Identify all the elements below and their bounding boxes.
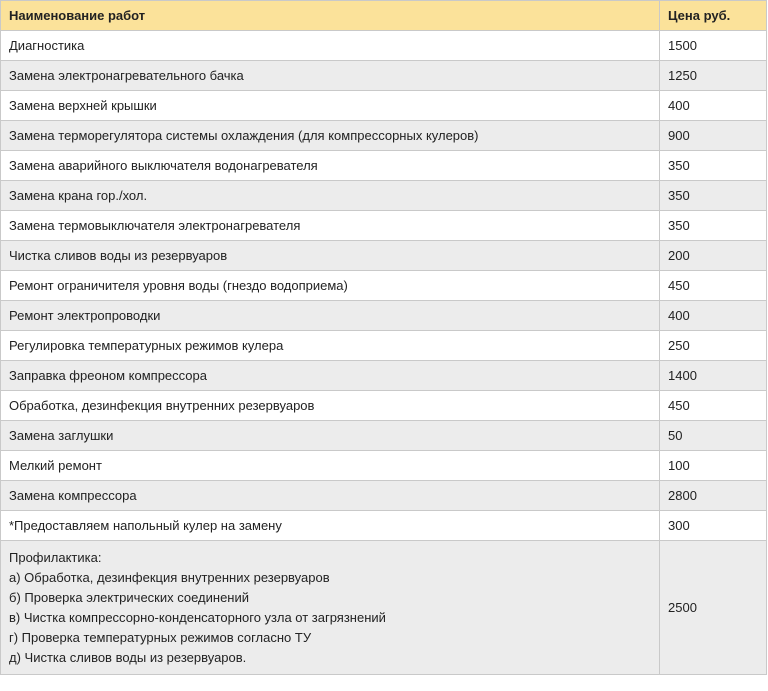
service-price-cell: 450 <box>660 271 767 301</box>
maintenance-description-cell <box>1 541 660 675</box>
table-body <box>1 31 767 675</box>
service-price-cell: 350 <box>660 211 767 241</box>
table-row <box>1 271 767 301</box>
service-price-cell: 100 <box>660 451 767 481</box>
service-name-cell: Ремонт электропроводки <box>1 301 660 331</box>
maintenance-line: Профилактика: <box>9 550 102 565</box>
table-row <box>1 451 767 481</box>
service-price-cell: 1250 <box>660 61 767 91</box>
maintenance-price-cell: 2500 <box>660 541 767 675</box>
maintenance-line: а) Обработка, дезинфекция внутренних резервуаров <box>9 570 330 585</box>
service-name-cell: Мелкий ремонт <box>1 451 660 481</box>
table-row <box>1 241 767 271</box>
service-price-cell: 1400 <box>660 361 767 391</box>
service-name-cell: Ремонт ограничителя уровня воды (гнездо водоприема) <box>1 271 660 301</box>
table-row <box>1 31 767 61</box>
service-price-cell: 400 <box>660 301 767 331</box>
maintenance-line: г) Проверка температурных режимов согласно ТУ <box>9 630 312 645</box>
table-row <box>1 211 767 241</box>
service-name-cell: Замена термовыключателя электронагревателя <box>1 211 660 241</box>
table-row <box>1 421 767 451</box>
service-name-cell: Замена крана гор./хол. <box>1 181 660 211</box>
table-row <box>1 151 767 181</box>
table-row <box>1 121 767 151</box>
service-price-cell: 300 <box>660 511 767 541</box>
column-header-price: Цена руб. <box>660 1 767 31</box>
table-row <box>1 481 767 511</box>
table-row-maintenance <box>1 541 767 675</box>
service-price-cell: 2800 <box>660 481 767 511</box>
table-row <box>1 391 767 421</box>
service-name-cell: Диагностика <box>1 31 660 61</box>
service-price-cell: 900 <box>660 121 767 151</box>
service-price-cell: 350 <box>660 181 767 211</box>
service-price-cell: 400 <box>660 91 767 121</box>
service-name-cell: Замена аварийного выключателя водонагревателя <box>1 151 660 181</box>
table-row <box>1 301 767 331</box>
service-name-cell: Заправка фреоном компрессора <box>1 361 660 391</box>
maintenance-line: б) Проверка электрических соединений <box>9 590 250 605</box>
table-row <box>1 61 767 91</box>
service-name-cell: Замена компрессора <box>1 481 660 511</box>
service-price-cell: 450 <box>660 391 767 421</box>
table-header-row <box>1 1 767 31</box>
service-price-cell: 350 <box>660 151 767 181</box>
table-row <box>1 511 767 541</box>
service-name-cell: Замена верхней крышки <box>1 91 660 121</box>
service-name-cell: Замена терморегулятора системы охлаждения (для компрессорных кулеров) <box>1 121 660 151</box>
service-price-cell: 250 <box>660 331 767 361</box>
service-name-cell: Чистка сливов воды из резервуаров <box>1 241 660 271</box>
service-name-cell: Регулировка температурных режимов кулера <box>1 331 660 361</box>
table-row <box>1 331 767 361</box>
service-price-cell: 1500 <box>660 31 767 61</box>
service-name-cell: Обработка, дезинфекция внутренних резервуаров <box>1 391 660 421</box>
maintenance-line: д) Чистка сливов воды из резервуаров. <box>9 650 247 665</box>
column-header-name: Наименование работ <box>1 1 660 31</box>
table-row <box>1 181 767 211</box>
service-name-cell: *Предоставляем напольный кулер на замену <box>1 511 660 541</box>
service-name-cell: Замена заглушки <box>1 421 660 451</box>
table-row <box>1 91 767 121</box>
service-name-cell: Замена электронагревательного бачка <box>1 61 660 91</box>
service-price-cell: 50 <box>660 421 767 451</box>
service-price-cell: 200 <box>660 241 767 271</box>
table-row <box>1 361 767 391</box>
maintenance-line: в) Чистка компрессорно-конденсаторного узла от загрязнений <box>9 610 386 625</box>
